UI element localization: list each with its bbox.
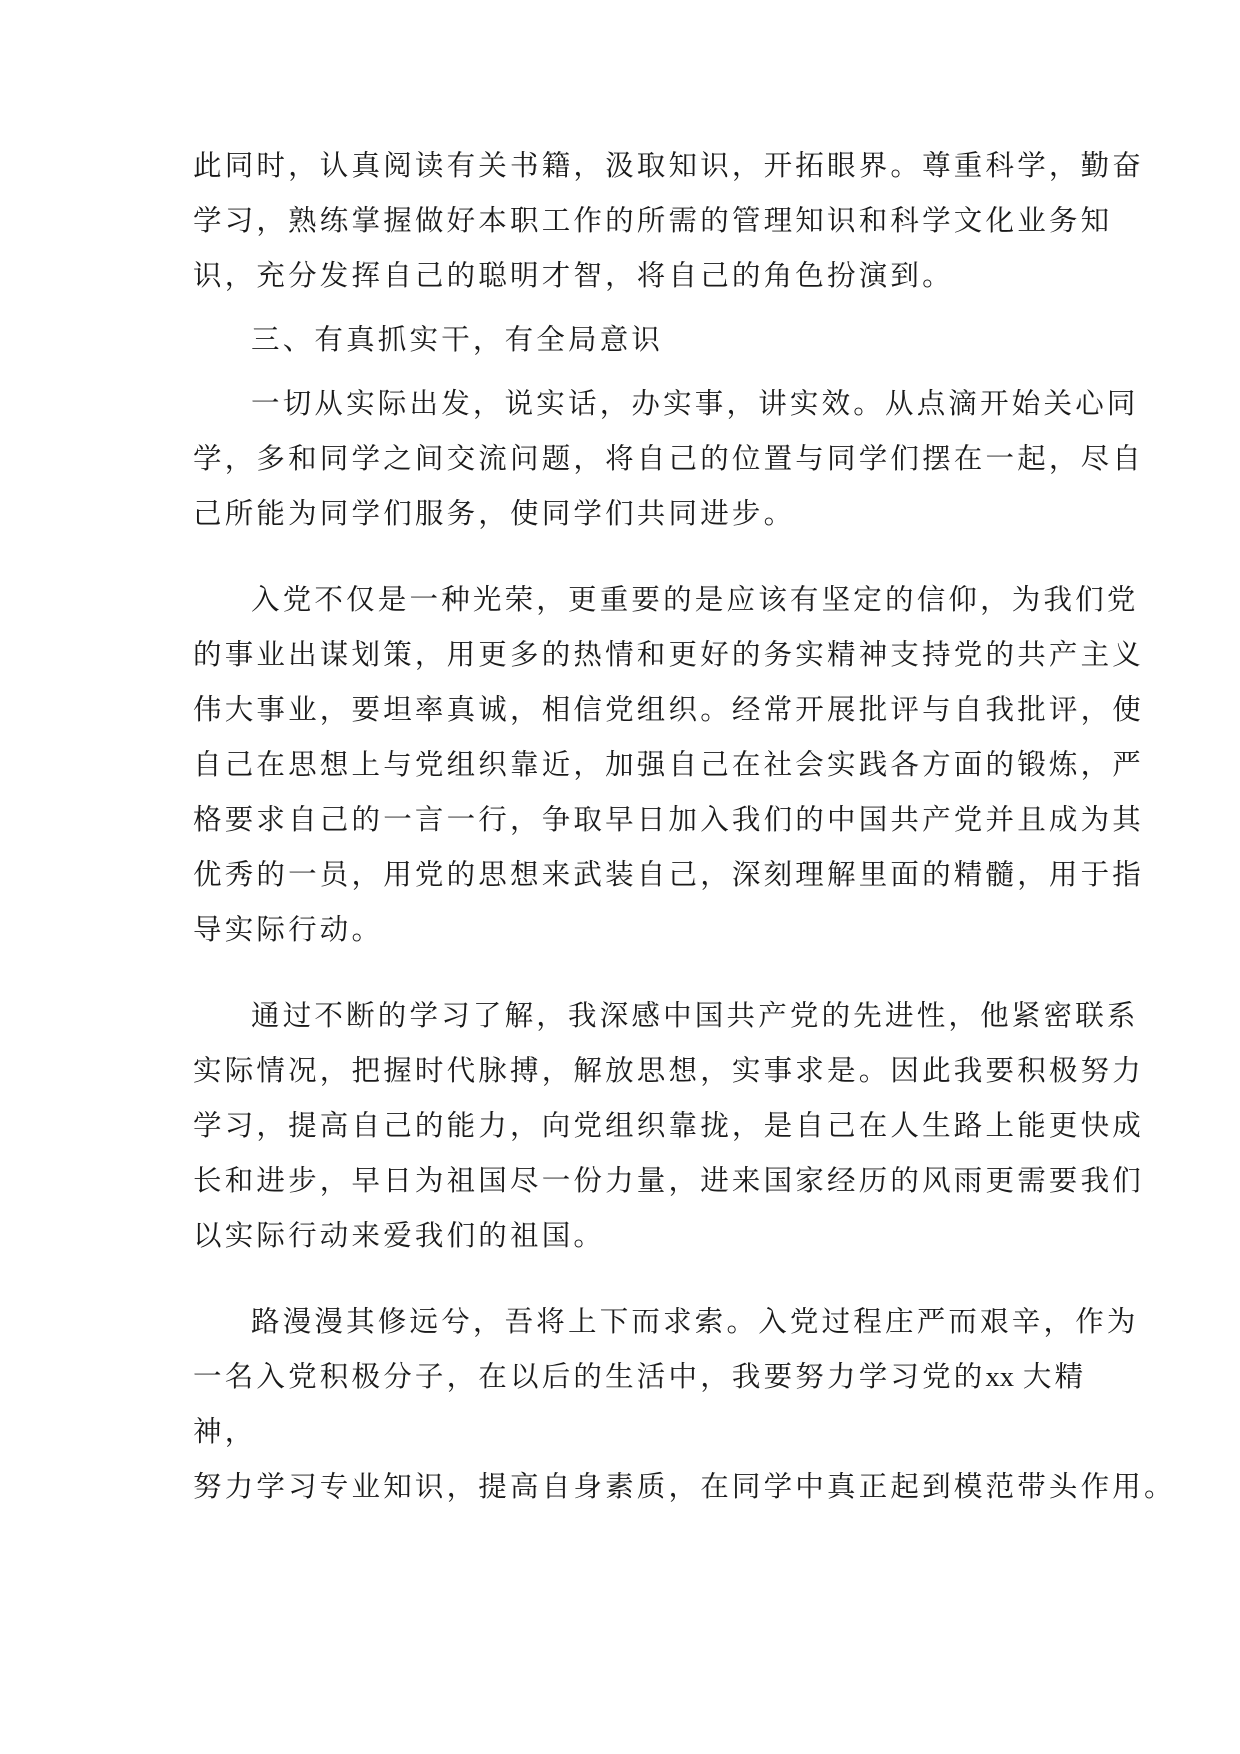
- paragraph-line: 路漫漫其修远兮，吾将上下而求索。入党过程庄严而艰辛，作为: [251, 1305, 1139, 1338]
- paragraph-closing: [193, 1294, 1176, 1514]
- paragraph-line: 识，充分发挥自己的聪明才智，将自己的角色扮演到。: [193, 259, 954, 292]
- paragraph-line: 学习，熟练掌握做好本职工作的所需的管理知识和科学文化业务知: [193, 204, 1113, 237]
- paragraph-joining-party: [193, 572, 1145, 957]
- paragraph-line: 努力学习专业知识，提高自身素质，在同学中真正起到模范带头作用。: [193, 1470, 1176, 1503]
- paragraph-line: 神，: [193, 1415, 257, 1448]
- paragraph-line: 长和进步，早日为祖国尽一份力量，进来国家经历的风雨更需要我们: [193, 1164, 1145, 1197]
- paragraph-line: [193, 1349, 1087, 1404]
- document-body: [193, 138, 1176, 1514]
- paragraph-line: 入党不仅是一种光荣，更重要的是应该有坚定的信仰，为我们党: [251, 583, 1139, 616]
- paragraph-continuous-learning: [193, 988, 1145, 1263]
- paragraph-line: 导实际行动。: [193, 913, 384, 946]
- paragraph-line: 学习，提高自己的能力，向党组织靠拢，是自己在人生路上能更快成: [193, 1109, 1145, 1142]
- line-text: 大精: [1022, 1360, 1087, 1393]
- congress-number: xx: [985, 1362, 1015, 1393]
- paragraph-line: 自己在思想上与党组织靠近，加强自己在社会实践各方面的锻炼，严: [193, 748, 1145, 781]
- paragraph-line: 一切从实际出发，说实话，办实事，讲实效。从点滴开始关心同: [251, 387, 1139, 420]
- line-text: 一名入党积极分子，在以后的生活中，我要努力学习党的: [193, 1360, 986, 1393]
- paragraph-line: 己所能为同学们服务，使同学们共同进步。: [193, 497, 796, 530]
- paragraph-line: 格要求自己的一言一行，争取早日加入我们的中国共产党并且成为其: [193, 803, 1145, 836]
- paragraph-line: 通过不断的学习了解，我深感中国共产党的先进性，他紧密联系: [251, 999, 1139, 1032]
- paragraph-line: 伟大事业，要坦率真诚，相信党组织。经常开展批评与自我批评，使: [193, 693, 1145, 726]
- paragraph-line: 的事业出谋划策，用更多的热情和更好的务实精神支持党的共产主义: [193, 638, 1145, 671]
- paragraph-line: 学，多和同学之间交流问题，将自己的位置与同学们摆在一起，尽自: [193, 442, 1145, 475]
- section-heading-3: [193, 312, 1053, 367]
- paragraph-line: 此同时，认真阅读有关书籍，汲取知识，开拓眼界。尊重科学，勤奋: [193, 149, 1145, 182]
- paragraph-line: 以实际行动来爱我们的祖国。: [193, 1219, 606, 1252]
- heading-text: 三、有真抓实干，有全局意识: [251, 323, 664, 356]
- paragraph-practical: [193, 376, 1145, 541]
- paragraph-line: 优秀的一员，用党的思想来武装自己，深刻理解里面的精髓，用于指: [193, 858, 1145, 891]
- paragraph-line: 实际情况，把握时代脉搏，解放思想，实事求是。因此我要积极努力: [193, 1054, 1145, 1087]
- paragraph-study: [193, 138, 1145, 303]
